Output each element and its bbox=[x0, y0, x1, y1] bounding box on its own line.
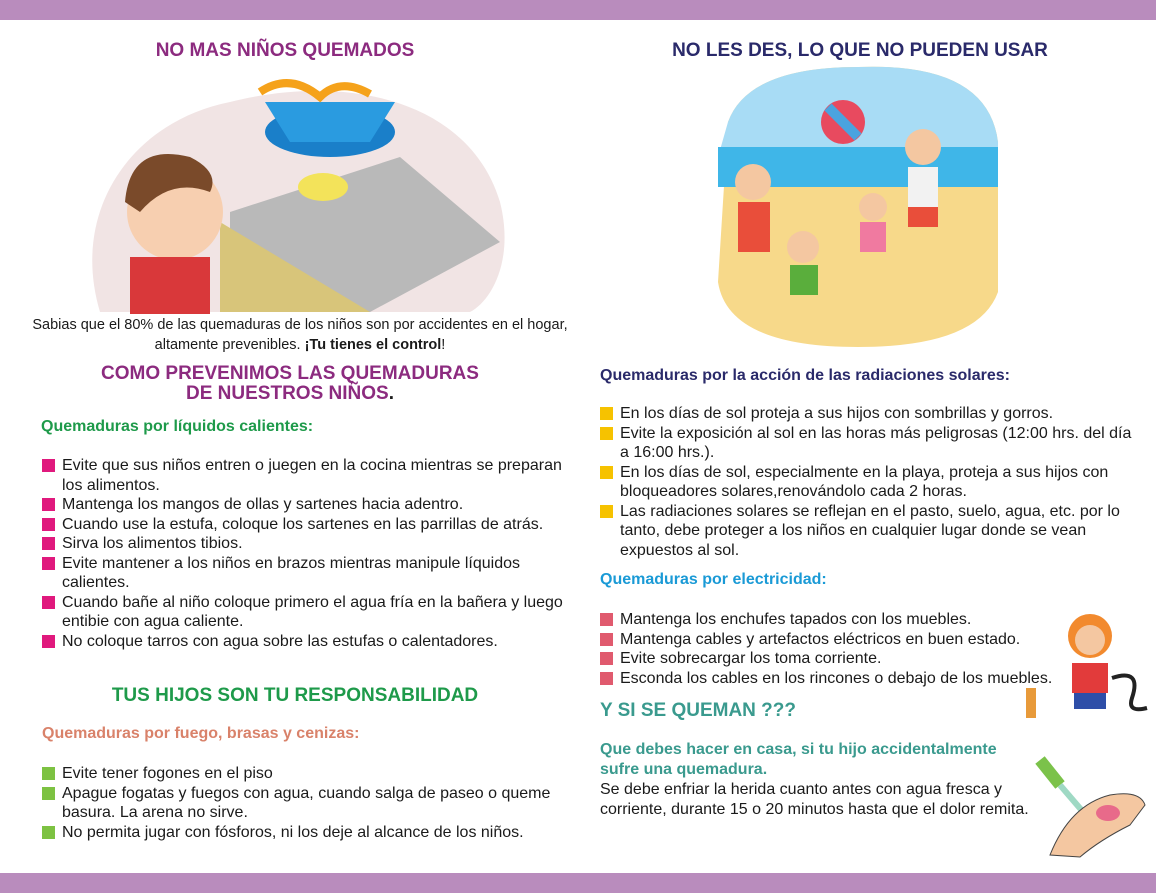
electricity-item bbox=[598, 649, 1068, 669]
square-bullet-icon bbox=[600, 633, 613, 646]
solar-item bbox=[598, 424, 1138, 463]
electricity-text: Esconda los cables en los rincones o debajo de los muebles. bbox=[620, 669, 1053, 687]
liquids-text: Evite que sus niños entren o juegen en la cocina mientras se preparan los alimentos. bbox=[62, 457, 562, 494]
intro-bold: ¡Tu tienes el control bbox=[304, 337, 442, 353]
square-bullet-icon bbox=[42, 635, 55, 648]
liquids-list bbox=[40, 456, 580, 651]
square-bullet-icon bbox=[600, 672, 613, 685]
liquids-text: Evite mantener a los niños en brazos mientras manipule líquidos calientes. bbox=[62, 554, 521, 591]
child-kitchen-illustration bbox=[70, 62, 510, 314]
left-title: NO MAS NIÑOS QUEMADOS bbox=[155, 40, 415, 61]
square-bullet-icon bbox=[42, 518, 55, 531]
liquids-item bbox=[40, 593, 580, 632]
solar-text: Las radiaciones solares se reflejan en el pasto, suelo, agua, etc. por lo tanto, debe proteger a los niños en cualquier lugar donde se vean expuestos al sol. bbox=[620, 502, 1120, 559]
square-bullet-icon bbox=[42, 826, 55, 839]
liquids-text: Sirva los alimentos tibios. bbox=[62, 535, 243, 552]
square-bullet-icon bbox=[600, 466, 613, 479]
solar-item bbox=[598, 463, 1138, 502]
liquids-item bbox=[40, 456, 580, 495]
right-title: NO LES DES, LO QUE NO PUEDEN USAR bbox=[672, 40, 1048, 61]
home-text: Se debe enfriar la herida cuanto antes con agua fresca y corriente, durante 15 o 20 minutos hasta que el dolor remita. bbox=[600, 781, 1029, 818]
prevent-title bbox=[40, 364, 540, 404]
top-band bbox=[0, 0, 1156, 20]
liquids-heading: Quemaduras por líquidos calientes: bbox=[41, 418, 314, 435]
fire-text: Apague fogatas y fuegos con agua, cuando salga de paseo o queme basura. La arena no sirve. bbox=[62, 784, 551, 821]
square-bullet-icon bbox=[42, 767, 55, 780]
square-bullet-icon bbox=[42, 459, 55, 472]
responsibility-title: TUS HIJOS SON TU RESPONSABILIDAD bbox=[111, 685, 479, 706]
bottom-band bbox=[0, 873, 1156, 893]
prevent-title-line-1: COMO PREVENIMOS LAS QUEMADURAS bbox=[101, 363, 479, 384]
if-burned-title: Y SI SE QUEMAN ??? bbox=[600, 700, 797, 721]
liquids-item bbox=[40, 534, 580, 554]
liquids-item bbox=[40, 554, 580, 593]
liquids-item bbox=[40, 495, 580, 515]
fire-item bbox=[40, 764, 560, 784]
square-bullet-icon bbox=[600, 427, 613, 440]
intro-text bbox=[30, 315, 570, 355]
electricity-item bbox=[598, 610, 1068, 630]
fire-item bbox=[40, 823, 560, 843]
square-bullet-icon bbox=[600, 505, 613, 518]
prevent-title-end: . bbox=[388, 383, 394, 404]
electricity-item bbox=[598, 630, 1068, 650]
intro-end: ! bbox=[441, 337, 446, 353]
square-bullet-icon bbox=[42, 498, 55, 511]
electrocuted-child-illustration bbox=[1022, 608, 1152, 728]
intro-body: Sabias que el 80% de las quemaduras de los niños son por accidentes en el hogar, altamente prevenibles. bbox=[32, 317, 568, 353]
liquids-item bbox=[40, 632, 580, 652]
solar-text: Evite la exposición al sol en las horas más peligrosas (12:00 hrs. del día a 16:00 hrs.). bbox=[620, 424, 1132, 461]
electricity-item bbox=[598, 669, 1068, 689]
square-bullet-icon bbox=[42, 537, 55, 550]
solar-item bbox=[598, 404, 1138, 424]
solar-text: En los días de sol, especialmente en la playa, proteja a sus hijos con bloqueadores solares,renovándolo cada 2 horas. bbox=[620, 463, 1109, 500]
square-bullet-icon bbox=[600, 613, 613, 626]
liquids-text: Cuando bañe al niño coloque primero el agua fría en la bañera y luego entibie con agua caliente. bbox=[62, 593, 563, 630]
solar-heading: Quemaduras por la acción de las radiaciones solares: bbox=[600, 367, 1010, 384]
electricity-list bbox=[598, 610, 1068, 688]
electricity-heading: Quemaduras por electricidad: bbox=[600, 571, 827, 588]
electricity-text: Evite sobrecargar los toma corriente. bbox=[620, 650, 882, 667]
solar-text: En los días de sol proteja a sus hijos con sombrillas y gorros. bbox=[620, 405, 1054, 422]
liquids-text: No coloque tarros con agua sobre las estufas o calentadores. bbox=[62, 632, 498, 650]
fire-item bbox=[40, 784, 560, 823]
fire-heading: Quemaduras por fuego, brasas y cenizas: bbox=[42, 725, 360, 742]
square-bullet-icon bbox=[42, 787, 55, 800]
liquids-text: Mantenga los mangos de ollas y sartenes hacia adentro. bbox=[62, 496, 464, 513]
fire-text: No permita jugar con fósforos, ni los deje al alcance de los niños. bbox=[62, 823, 524, 841]
solar-list bbox=[598, 404, 1138, 560]
electricity-text: Mantenga los enchufes tapados con los muebles. bbox=[620, 611, 972, 628]
prevent-title-line-2: DE NUESTROS NIÑOS bbox=[186, 383, 389, 404]
square-bullet-icon bbox=[600, 407, 613, 420]
liquids-item bbox=[40, 515, 580, 535]
square-bullet-icon bbox=[42, 596, 55, 609]
solar-item bbox=[598, 502, 1138, 561]
home-heading: Que debes hacer en casa, si tu hijo accidentalmente sufre una quemadura. bbox=[600, 741, 997, 778]
fire-list bbox=[40, 764, 560, 842]
liquids-text: Cuando use la estufa, coloque los sartenes en las parrillas de atrás. bbox=[62, 515, 544, 533]
square-bullet-icon bbox=[42, 557, 55, 570]
beach-family-illustration bbox=[708, 62, 1008, 352]
electricity-text: Mantenga cables y artefactos eléctricos en buen estado. bbox=[620, 630, 1021, 648]
fire-text: Evite tener fogones en el piso bbox=[62, 765, 273, 782]
hand-water-illustration bbox=[1030, 745, 1150, 860]
square-bullet-icon bbox=[600, 652, 613, 665]
